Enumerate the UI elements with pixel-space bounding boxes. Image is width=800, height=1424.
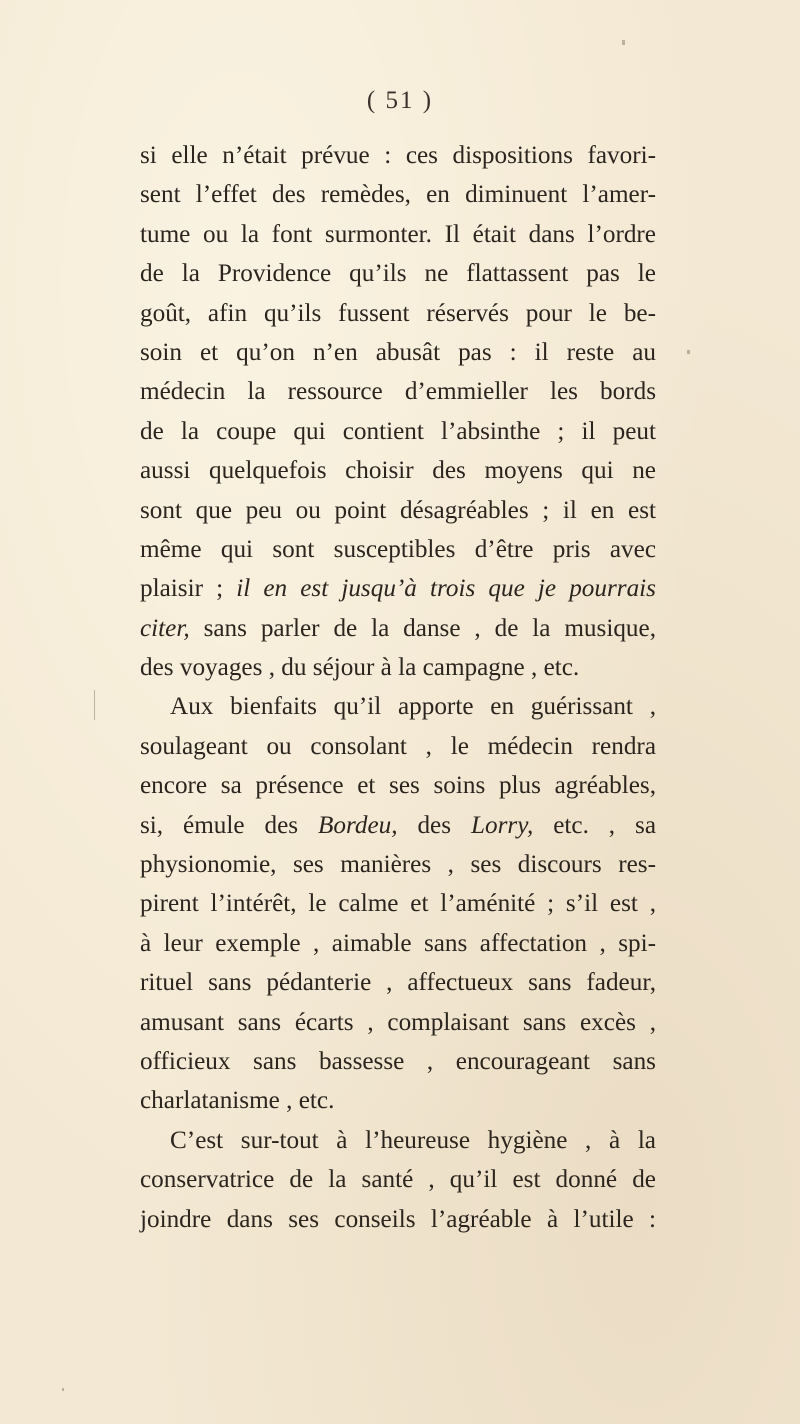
text-run: si, émule des xyxy=(140,811,319,839)
text-run: etc. , sa xyxy=(533,811,657,839)
paper-speck xyxy=(94,690,95,720)
text-line: médecin la ressource d’emmieller les bords xyxy=(140,378,656,406)
paper-speck xyxy=(687,350,690,354)
text-line: sont que peu ou point désagréables ; il en est xyxy=(140,496,656,524)
text-run: plaisir ; xyxy=(140,575,237,603)
text-line: soin et qu’on n’en abusât pas : il reste au xyxy=(140,338,656,366)
paragraph-3 xyxy=(140,1121,656,1239)
italic-quote: il en est jusqu’à trois que je pourrais xyxy=(236,575,656,603)
paper-speck xyxy=(62,1388,64,1391)
text-line: rituel sans pédanterie , affectueux sans fadeur, xyxy=(140,969,656,997)
text-line: amusant sans écarts , complaisant sans excès , xyxy=(140,1008,656,1036)
paper-speck xyxy=(622,40,625,45)
text-line: de la coupe qui contient l’absinthe ; il peut xyxy=(140,417,656,445)
text-line: sent l’effet des remèdes, en diminuent l’amer- xyxy=(140,181,656,209)
text-line: charlatanisme , etc. xyxy=(140,1087,335,1115)
italic-name: Bordeu, xyxy=(318,811,398,839)
text-line: tume ou la font surmonter. Il était dans l’ordre xyxy=(140,220,656,248)
text-line: Aux bienfaits qu’il apporte en guérissant , xyxy=(170,693,656,721)
text-line-mixed xyxy=(140,569,656,608)
text-run: sans parler de la danse , de la musique, xyxy=(189,614,656,642)
text-line-mixed xyxy=(140,609,656,648)
page-number: ( 51 ) xyxy=(366,87,434,114)
paragraph-2 xyxy=(140,687,656,1120)
body-text xyxy=(140,136,656,1239)
text-line: pirent l’intérêt, le calme et l’aménité ; s’il est , xyxy=(140,890,656,918)
text-line: joindre dans ses conseils l’agréable à l’utile : xyxy=(140,1205,656,1233)
text-line: à leur exemple , aimable sans affectation , spi- xyxy=(140,929,656,957)
text-line-mixed xyxy=(140,806,656,845)
text-line: de la Providence qu’ils ne flattassent pas le xyxy=(140,260,656,288)
text-line: physionomie, ses manières , ses discours res- xyxy=(140,851,656,879)
text-line: même qui sont susceptibles d’être pris avec xyxy=(140,535,656,563)
text-line: goût, afin qu’ils fussent réservés pour le be- xyxy=(140,299,656,327)
text-line: conservatrice de la santé , qu’il est donné de xyxy=(140,1166,656,1194)
text-line: C’est sur-tout à l’heureuse hygiène , à la xyxy=(170,1126,656,1154)
italic-quote: citer, xyxy=(140,614,190,642)
text-line: si elle n’était prévue : ces dispositions favori- xyxy=(140,142,656,169)
text-line: encore sa présence et ses soins plus agréables, xyxy=(140,772,656,800)
text-line: soulageant ou consolant , le médecin rendra xyxy=(140,732,656,760)
text-line: officieux sans bassesse , encourageant sans xyxy=(140,1047,656,1075)
text-line: des voyages , du séjour à la campagne , etc. xyxy=(140,654,580,682)
text-run: des xyxy=(397,811,471,839)
italic-name: Lorry, xyxy=(470,811,534,839)
text-line: aussi quelquefois choisir des moyens qui ne xyxy=(140,457,656,485)
paragraph-1 xyxy=(140,136,656,687)
